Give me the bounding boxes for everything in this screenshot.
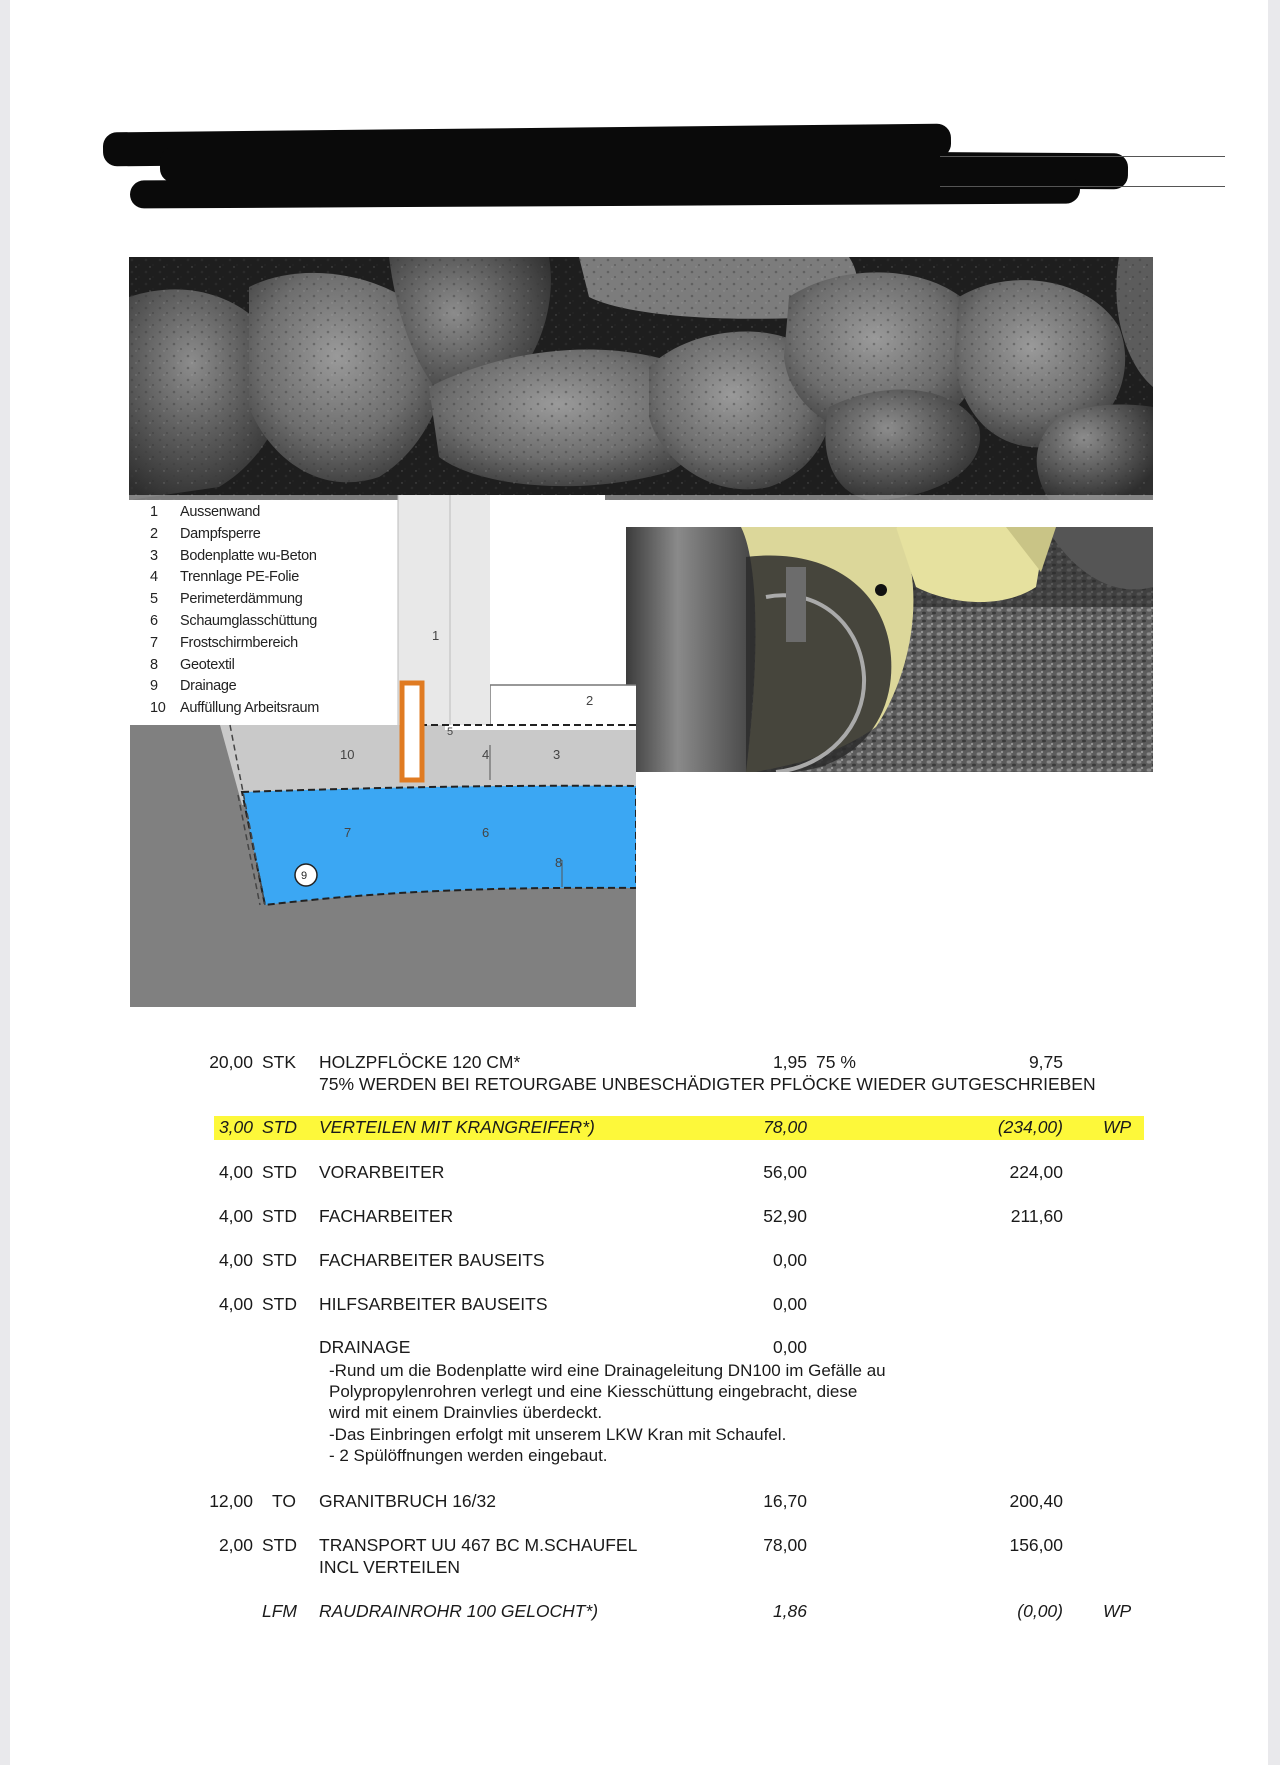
diagram-legend [150, 502, 319, 720]
legend-item: 9 Drainage [150, 678, 237, 695]
unit-price: 52,90 [763, 1206, 807, 1226]
callout-10: 10 [340, 747, 355, 762]
drainage-note-line: -Rund um die Bodenplatte wird eine Drainageleitung DN100 im Gefälle au [329, 1361, 886, 1380]
callout-2: 2 [586, 693, 594, 708]
unit-price: 1,95 [772, 1052, 807, 1072]
description: GRANITBRUCH 16/32 [319, 1491, 496, 1511]
unit-price: 1,86 [772, 1601, 807, 1621]
qty: 20,00 [209, 1052, 253, 1072]
unit-price: 16,70 [763, 1491, 807, 1511]
description: HOLZPFLÖCKE 120 CM* [319, 1052, 521, 1072]
document-page [10, 0, 1268, 1765]
qty: 4,00 [218, 1162, 253, 1182]
callout-9: 9 [301, 870, 308, 882]
unit-price: 56,00 [763, 1162, 807, 1182]
discount: 75 % [816, 1052, 856, 1072]
qty: 12,00 [209, 1491, 253, 1511]
drainage-note-line: -Das Einbringen erfolgt mit unserem LKW Kran mit Schaufel. [329, 1425, 787, 1444]
unit: STD [262, 1117, 297, 1137]
callout-6: 6 [482, 825, 490, 840]
wp-flag: WP [1103, 1117, 1132, 1137]
legend-item: 10 Auffüllung Arbeitsraum [150, 700, 320, 717]
callout-3: 3 [553, 747, 561, 762]
callout-5: 5 [447, 726, 454, 738]
pumice-stones-photo [129, 257, 1153, 500]
wp-flag: WP [1103, 1601, 1132, 1621]
unit: STK [262, 1052, 297, 1072]
drainage-note-line: Polypropylenrohren verlegt und eine Kiesschüttung eingebracht, diese [329, 1382, 858, 1401]
unit: STD [262, 1250, 297, 1270]
item-note: INCL VERTEILEN [319, 1557, 461, 1577]
unit: LFM [262, 1601, 297, 1621]
unit: STD [262, 1162, 297, 1182]
unit: TO [272, 1491, 296, 1511]
description: FACHARBEITER BAUSEITS [319, 1250, 545, 1270]
callout-8: 8 [555, 855, 563, 870]
total: 9,75 [1028, 1052, 1063, 1072]
total: (0,00) [1017, 1601, 1063, 1621]
unit-price: 0,00 [772, 1337, 807, 1357]
description: TRANSPORT UU 467 BC M.SCHAUFEL [319, 1535, 638, 1555]
total: 224,00 [1009, 1162, 1063, 1182]
total: (234,00) [997, 1117, 1063, 1137]
legend-item: 8 Geotextil [150, 656, 235, 673]
total: 200,40 [1009, 1491, 1063, 1511]
legend-item: 1 Aussenwand [150, 504, 261, 520]
unit: STD [262, 1294, 297, 1314]
callout-1: 1 [432, 628, 440, 643]
qty: 4,00 [218, 1294, 253, 1314]
legend-item: 6 Schaumglasschüttung [150, 612, 317, 629]
unit: STD [262, 1206, 297, 1226]
unit-price: 0,00 [772, 1250, 807, 1270]
roller-compactor-photo [626, 527, 1153, 772]
description: FACHARBEITER [319, 1206, 454, 1226]
total: 156,00 [1009, 1535, 1063, 1555]
unit: STD [262, 1535, 297, 1555]
drainage-note-line: wird mit einem Drainvlies überdeckt. [329, 1403, 603, 1422]
qty: 2,00 [218, 1535, 253, 1555]
callout-4: 4 [482, 747, 490, 762]
legend-item: 3 Bodenplatte wu-Beton [150, 547, 317, 564]
item-note: 75% WERDEN BEI RETOURGABE UNBESCHÄDIGTER PFLÖCKE WIEDER GUTGESCHRIEBEN [319, 1074, 1096, 1094]
total: 211,60 [1010, 1206, 1063, 1226]
legend-item: 5 Perimeterdämmung [150, 591, 303, 608]
qty: 3,00 [218, 1117, 253, 1137]
qty: 4,00 [218, 1206, 253, 1226]
description: HILFSARBEITER BAUSEITS [319, 1294, 548, 1314]
callout-7: 7 [344, 825, 352, 840]
unit-price: 78,00 [763, 1535, 807, 1555]
unit-price: 78,00 [763, 1117, 807, 1137]
legend-item: 2 Dampfsperre [150, 525, 261, 542]
legend-item: 4 Trennlage PE-Folie [150, 569, 299, 586]
description: VORARBEITER [319, 1162, 445, 1182]
unit-price: 0,00 [772, 1294, 807, 1314]
description: RAUDRAINROHR 100 GELOCHT*) [319, 1601, 599, 1621]
description: DRAINAGE [319, 1337, 411, 1357]
legend-item: 7 Frostschirmbereich [150, 634, 298, 651]
drainage-note-line: - 2 Spülöffnungen werden eingebaut. [329, 1446, 608, 1465]
description: VERTEILEN MIT KRANGREIFER*) [319, 1117, 595, 1137]
qty: 4,00 [218, 1250, 253, 1270]
